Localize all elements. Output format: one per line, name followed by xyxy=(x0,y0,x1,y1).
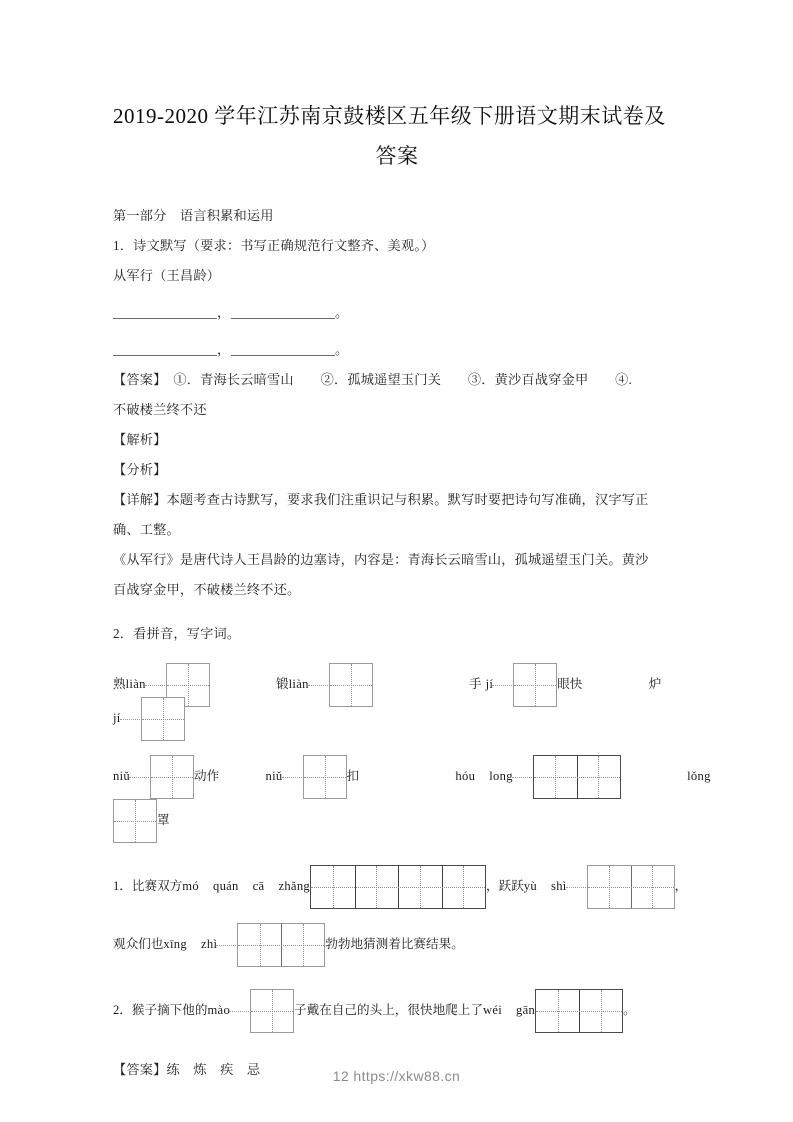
spacer xyxy=(113,741,681,755)
footer-watermark: 12 https://xkw88.cn xyxy=(332,1068,461,1084)
spacer xyxy=(113,328,681,335)
q2-sub-2-line-1 xyxy=(113,989,681,1033)
question-1-xiangjie-line-4: 百战穿金甲，不破楼兰终不还。 xyxy=(113,582,301,597)
leader-dots xyxy=(308,685,330,686)
q2-sub1-lead: 1．比赛双方 xyxy=(113,878,183,893)
q2-sub2-end-period: 。 xyxy=(623,1002,636,1017)
spacer xyxy=(113,605,681,619)
char-grid-box[interactable] xyxy=(113,799,157,843)
q2-sub1-py6: shì xyxy=(551,878,567,893)
char-grid-box-double[interactable] xyxy=(535,989,623,1033)
q2-sub1-mid-text: 跃跃 xyxy=(498,878,524,893)
q2-r1-item4-pinyin: jí xyxy=(113,710,121,725)
page-title-line-1: 2019-2020 学年江苏南京鼓楼区五年级下册语文期末试卷及 xyxy=(113,104,666,128)
q2-sub2-lead: 2．猴子摘下他的 xyxy=(113,1002,208,1017)
page-content xyxy=(113,0,711,1085)
spacer xyxy=(113,1033,681,1055)
spacer xyxy=(113,291,681,298)
answer-blank-row-1 xyxy=(113,298,681,328)
q2-sub1-py1: mó xyxy=(182,878,199,893)
question-1-answer-line-1: 【答案】 ①．青海长云暗雪山 ②．孤城遥望玉门关 ③．黄沙百战穿金甲 ④. xyxy=(113,372,633,387)
char-grid-box[interactable] xyxy=(250,989,294,1033)
q2-r2-item3-pinyin-a: hóu xyxy=(455,768,476,783)
answer-blank-row-2 xyxy=(113,335,681,365)
section-heading: 第一部分 语言积累和运用 xyxy=(113,208,274,223)
q2-r2-item4-pinyin: lǒng xyxy=(687,768,711,783)
char-grid-box-double[interactable] xyxy=(587,865,675,909)
char-grid-box[interactable] xyxy=(141,697,185,741)
char-grid-box[interactable] xyxy=(303,755,347,799)
q2-r1-item3-pinyin: jí xyxy=(485,676,494,691)
q2-sub1-end-comma: ， xyxy=(674,878,688,893)
q2-sub1-py2: quán xyxy=(212,878,239,893)
blank-punct-comma: ， xyxy=(217,342,231,357)
q2-r2-item2-suffix: 扣 xyxy=(346,768,360,783)
leader-dots xyxy=(129,777,151,778)
spacer xyxy=(113,843,681,865)
q2-sub-1-line-1 xyxy=(113,865,688,909)
leader-dots xyxy=(512,777,534,778)
q2-r2-item1-pinyin: niǔ xyxy=(113,768,130,783)
leader-dots xyxy=(145,685,167,686)
leader-dots xyxy=(282,777,304,778)
q2-r1-item2-prefix: 锻 xyxy=(276,676,289,691)
leader-dots xyxy=(216,945,238,946)
q2-sub1-line2-lead: 观众们也 xyxy=(113,936,164,951)
spacer xyxy=(113,967,681,989)
char-grid-box-double[interactable] xyxy=(237,923,325,967)
q2-r1-item3-suffix: 眼快 xyxy=(557,676,583,691)
q2-r1-item4-prefix: 炉 xyxy=(648,676,662,691)
q2-r1-item3-prefix: 手 xyxy=(469,676,482,691)
blank-line[interactable] xyxy=(113,305,217,319)
question-1-prompt: 1．诗文默写（要求：书写正确规范行文整齐、美观。） xyxy=(113,238,435,253)
question-1-fenxi-label: 【分析】 xyxy=(113,462,167,477)
q2-sub2-py1: mào xyxy=(207,1002,231,1017)
question-1-answer-line-2: 不破楼兰终不还 xyxy=(113,402,207,417)
q2-sub2-mid-text: 子戴在自己的头上，很快地爬上了 xyxy=(294,1002,483,1017)
question-1-xiangjie-line-1: 【详解】本题考查古诗默写，要求我们注重识记与积累。默写时要把诗句写准确，汉字写正 xyxy=(113,492,649,507)
leader-dots xyxy=(492,685,514,686)
q2-sub1-mid-comma: ， xyxy=(486,878,499,893)
q2-r2-item2-pinyin: niǔ xyxy=(265,768,283,783)
q2-sub1-line2-tail: 勃勃地猜测着比赛结果。 xyxy=(325,936,464,951)
q2-sub2-py3: gān xyxy=(516,1002,536,1017)
blank-line[interactable] xyxy=(231,305,335,319)
q2-pinyin-row-1b xyxy=(113,697,681,741)
q2-sub1-py7: xīng xyxy=(163,936,187,951)
question-1-xiangjie-line-2: 确、工整。 xyxy=(113,522,180,537)
leader-dots xyxy=(229,1011,251,1012)
blank-punct-period: 。 xyxy=(335,305,349,320)
q2-sub1-py3: cā xyxy=(252,878,265,893)
q2-sub1-py8: zhì xyxy=(200,936,218,951)
char-grid-box-quad[interactable] xyxy=(310,865,486,909)
q2-sub-1-line-2 xyxy=(113,923,681,967)
q2-pinyin-row-1 xyxy=(113,663,681,689)
leader-dots xyxy=(120,719,142,720)
q2-r1-item1-pinyin: liàn xyxy=(125,676,146,691)
page-title xyxy=(113,96,681,176)
question-2-answer-line: 【答案】练 炼 疾 忌 xyxy=(113,1062,261,1077)
char-grid-box[interactable] xyxy=(150,755,194,799)
question-1-xiangjie-line-3: 《从军行》是唐代诗人王昌龄的边塞诗，内容是：青海长云暗雪山，孤城遥望玉门关。黄沙 xyxy=(113,552,649,567)
q2-r1-item2-pinyin: liàn xyxy=(288,676,309,691)
q2-r2-item4-suffix: 罩 xyxy=(157,812,170,827)
spacer xyxy=(113,909,681,923)
char-grid-box-double[interactable] xyxy=(533,755,621,799)
question-1-poem-title: 从军行（王昌龄） xyxy=(113,268,221,283)
q2-sub1-py5: yù xyxy=(523,878,537,893)
blank-line[interactable] xyxy=(231,342,335,356)
page-title-line-2: 答案 xyxy=(375,144,419,168)
blank-line[interactable] xyxy=(113,342,217,356)
blank-punct-comma: ， xyxy=(217,305,231,320)
q2-sub1-py4: zhǎng xyxy=(278,878,311,893)
blank-punct-period: 。 xyxy=(335,342,349,357)
q2-pinyin-row-2 xyxy=(113,755,711,789)
q2-r2-item3-pinyin-b: long xyxy=(489,768,513,783)
question-2-prompt: 2．看拼音，写字词。 xyxy=(113,626,241,641)
q2-r1-item1-prefix: 熟 xyxy=(113,676,126,691)
q2-pinyin-row-2b xyxy=(113,799,681,843)
q2-sub2-py2: wéi xyxy=(482,1002,503,1017)
leader-dots xyxy=(566,887,588,888)
question-1-jiexi-label: 【解析】 xyxy=(113,432,167,447)
spacer xyxy=(113,176,681,183)
spacer xyxy=(113,649,681,663)
q2-r2-item1-suffix: 动作 xyxy=(194,768,220,783)
